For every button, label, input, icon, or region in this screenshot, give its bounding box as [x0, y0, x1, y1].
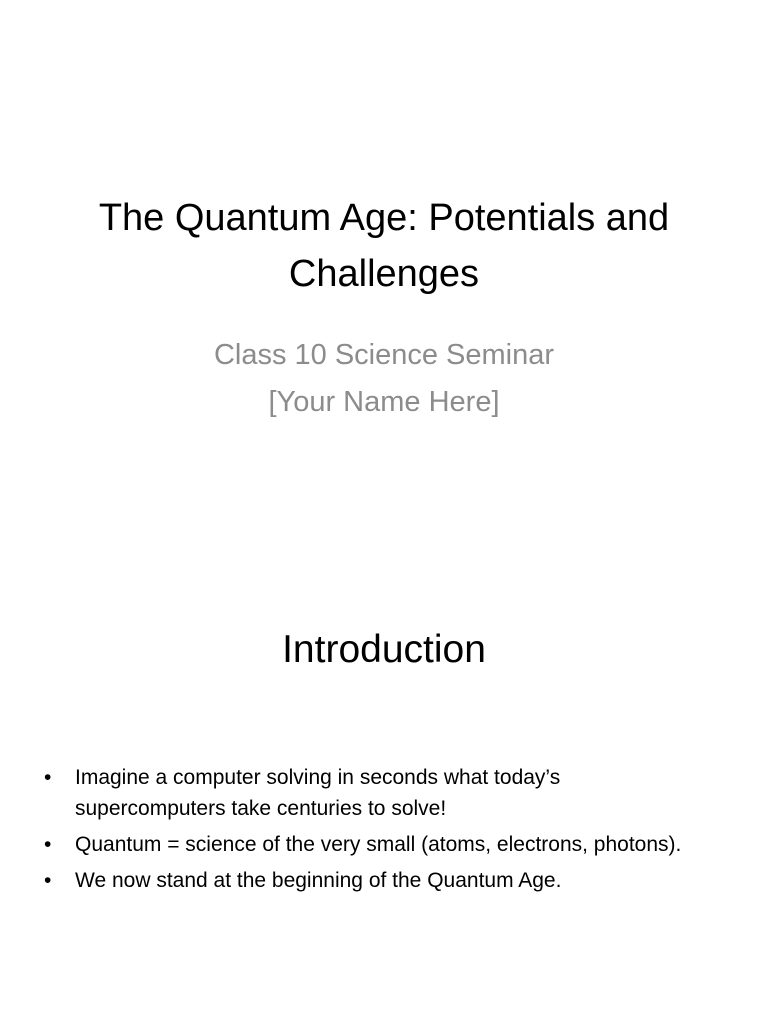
slide-title: Introduction [282, 628, 486, 671]
subtitle-line-author: [Your Name Here] [268, 386, 500, 418]
bullet-text: Imagine a computer solving in seconds what today’s supercomputers take centuries to solve! [75, 766, 561, 820]
presentation-subtitle [40, 332, 728, 426]
bullet-icon: • [44, 833, 52, 856]
bullet-icon: • [44, 869, 52, 892]
presentation-title: The Quantum Age: Potentials and Challenges [98, 197, 670, 295]
bullet-item [44, 829, 704, 860]
bullet-text: Quantum = science of the very small (atoms, electrons, photons). [75, 833, 682, 856]
bullet-list [44, 762, 704, 901]
bullet-text: We now stand at the beginning of the Quantum Age. [75, 869, 562, 892]
introduction-slide [0, 576, 768, 1024]
bullet-item [44, 865, 704, 896]
subtitle-line-seminar: Class 10 Science Seminar [213, 339, 555, 371]
bullet-item [44, 762, 704, 824]
bullet-icon: • [44, 766, 52, 789]
